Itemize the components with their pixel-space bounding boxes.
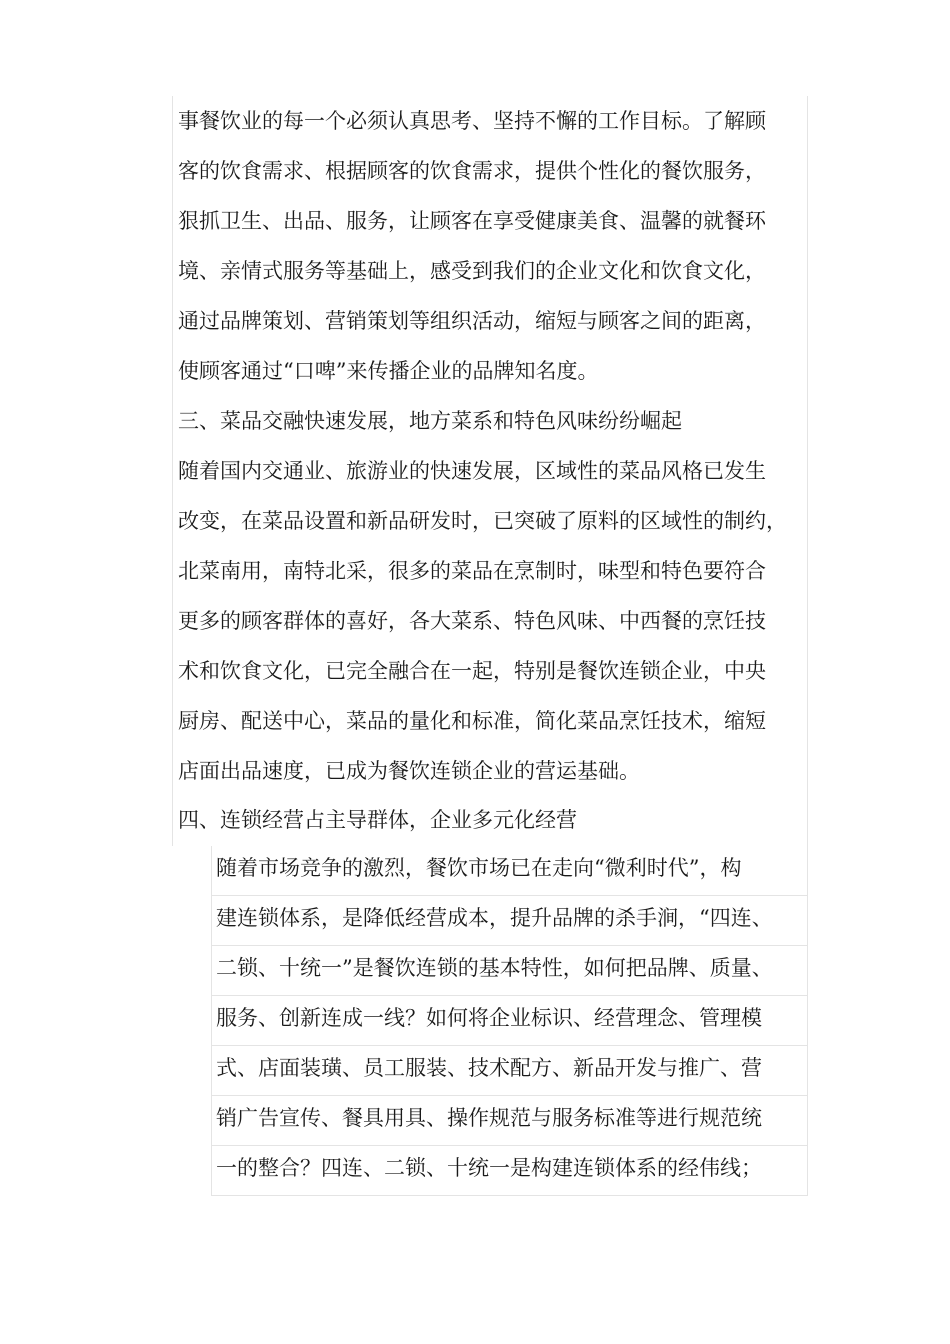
paragraph-line: 事餐饮业的每一个必须认真思考、坚持不懈的工作目标。了解顾 xyxy=(178,109,766,133)
paragraph-line: 使顾客通过“口啤”来传播企业的品牌知名度。 xyxy=(178,359,599,383)
paragraph-line: 术和饮食文化，已完全融合在一起，特别是餐饮连锁企业，中央 xyxy=(178,659,766,683)
paragraph-line: 厨房、配送中心，菜品的量化和标准，简化菜品烹饪技术，缩短 xyxy=(178,709,766,733)
indented-paragraph-line: 一的整合？四连、二锁、十统一是构建连锁体系的经伟线； xyxy=(216,1156,762,1180)
indented-paragraph-line: 式、店面装璜、员工服装、技术配方、新品开发与推广、营 xyxy=(216,1056,762,1080)
indented-paragraph-line: 建连锁体系，是降低经营成本，提升品牌的杀手涧，“四连、 xyxy=(216,906,773,930)
section-heading: 四、连锁经营占主导群体，企业多元化经营 xyxy=(178,808,577,832)
paragraph-line: 改变，在菜品设置和新品研发时，已突破了原料的区域性的制约， xyxy=(178,509,787,533)
indented-paragraph-line: 服务、创新连成一线？如何将企业标识、经营理念、管理模 xyxy=(216,1006,762,1030)
paragraph-line: 通过品牌策划、营销策划等组织活动，缩短与顾客之间的距离， xyxy=(178,309,766,333)
paragraph-line: 随着国内交通业、旅游业的快速发展，区域性的菜品风格已发生 xyxy=(178,459,766,483)
paragraph-line: 更多的顾客群体的喜好，各大菜系、特色风味、中西餐的烹饪技 xyxy=(178,609,766,633)
paragraph-line: 境、亲情式服务等基础上，感受到我们的企业文化和饮食文化， xyxy=(178,259,766,283)
paragraph-line: 北菜南用，南特北采，很多的菜品在烹制时，味型和特色要符合 xyxy=(178,559,766,583)
paragraph-line: 狠抓卫生、出品、服务，让顾客在享受健康美食、温馨的就餐环 xyxy=(178,209,766,233)
indented-paragraph-line: 销广告宣传、餐具用具、操作规范与服务标准等进行规范统 xyxy=(216,1106,762,1130)
indented-paragraph-line: 随着市场竞争的激烈，餐饮市场已在走向“微利时代”，构 xyxy=(216,856,742,880)
paragraph-line: 客的饮食需求、根据顾客的饮食需求，提供个性化的餐饮服务， xyxy=(178,159,766,183)
paragraph-line: 店面出品速度，已成为餐饮连锁企业的营运基础。 xyxy=(178,759,640,783)
section-heading: 三、菜品交融快速发展，地方菜系和特色风味纷纷崛起 xyxy=(178,409,682,433)
indented-paragraph-line: 二锁、十统一”是餐饮连锁的基本特性，如何把品牌、质量、 xyxy=(216,956,773,980)
